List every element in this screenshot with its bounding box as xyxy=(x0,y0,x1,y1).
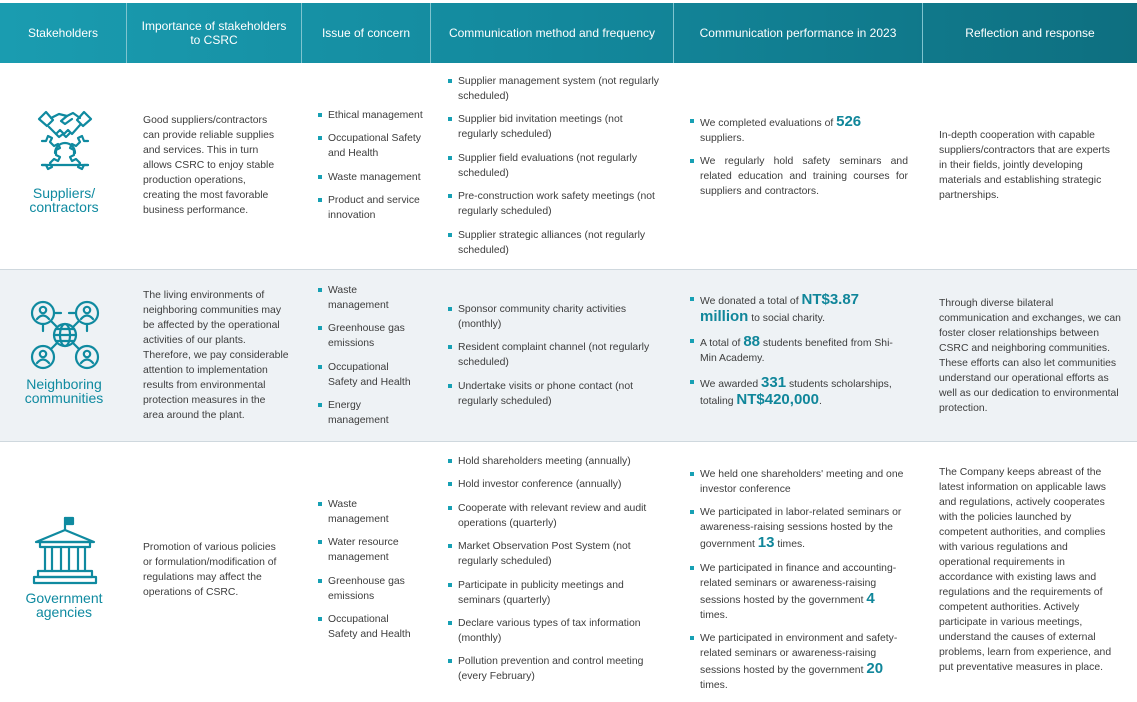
list-item: Waste management xyxy=(318,170,426,185)
list-item: Energy management xyxy=(318,398,414,428)
list-item: Greenhouse gas emissions xyxy=(318,574,414,604)
list-item: Supplier field evaluations (not regularly scheduled) xyxy=(448,151,662,181)
stakeholder-name: Neighboring communities xyxy=(24,376,104,406)
issue-list xyxy=(318,283,414,437)
header-performance: Communication performance in 2023 xyxy=(699,26,897,40)
header-importance: Importance of stakeholders to CSRC xyxy=(141,19,287,47)
list-item: Hold investor conference (annually) xyxy=(448,477,658,492)
list-item: Resident complaint channel (not regularly scheduled) xyxy=(448,340,658,370)
list-item: Declare various types of tax information (monthly) xyxy=(448,616,658,646)
reflection-text: Through diverse bilateral communication and exchanges, we can foster closer relationships between CSRC and neighboring communities. These efforts can also let communities understand our operational efforts as well as our dedication to environmental protection. xyxy=(939,298,1121,414)
list-item: Ethical management xyxy=(318,108,426,123)
list-item: Cooperate with relevant review and audit operations (quarterly) xyxy=(448,501,658,531)
community-network-icon xyxy=(30,300,100,370)
method-list xyxy=(448,454,658,693)
list-item: Occupational Safety and Health xyxy=(318,360,414,390)
performance-list xyxy=(690,114,908,208)
importance-text: Good suppliers/contractors can provide reliable supplies and services. This in turn allows CSRC to enjoy stable production operations, creating the most favorable business performance. xyxy=(143,115,275,216)
list-item: Waste management xyxy=(318,283,414,313)
list-item: Occupational Safety and Health xyxy=(318,131,426,161)
list-item: A total of 88 students benefited from Shi-Min Academy. xyxy=(690,334,908,366)
header-reflection: Reflection and response xyxy=(965,26,1095,40)
list-item: We participated in finance and accounting-related seminars or awareness-raising sessions hosted by the government 4 times. xyxy=(690,561,904,623)
list-item: Participate in publicity meetings and seminars (quarterly) xyxy=(448,578,658,608)
issue-list xyxy=(318,108,426,232)
list-item: We regularly hold safety seminars and related education and training courses for suppliers and contractors. xyxy=(690,154,908,199)
list-item: Hold shareholders meeting (annually) xyxy=(448,454,658,469)
list-item: Waste management xyxy=(318,497,414,527)
list-item: Greenhouse gas emissions xyxy=(318,321,414,351)
reflection-text: In-depth cooperation with capable suppliers/contractors that are experts in their fields, jointly developing materials and establishing strategic partnerships. xyxy=(939,130,1110,201)
performance-list xyxy=(690,292,908,417)
list-item: We held one shareholders' meeting and one investor conference xyxy=(690,467,904,497)
header-method: Communication method and frequency xyxy=(448,26,656,40)
list-item: Water resource management xyxy=(318,535,414,565)
list-item: Market Observation Post System (not regularly scheduled) xyxy=(448,539,658,569)
stakeholder-name: Suppliers/ contractors xyxy=(29,185,99,215)
list-item: Undertake visits or phone contact (not regularly scheduled) xyxy=(448,379,658,409)
header-stakeholders: Stakeholders xyxy=(27,26,99,40)
issue-list xyxy=(318,497,414,651)
government-building-icon xyxy=(32,516,98,586)
list-item: Supplier bid invitation meetings (not regularly scheduled) xyxy=(448,112,662,142)
list-item: Pollution prevention and control meeting (every February) xyxy=(448,654,658,684)
importance-text: The living environments of neighboring communities may be affected by the operational activities of our plants. Therefore, we pay considerable attention to implementation results from environmental protection measures in the area around the plant. xyxy=(143,290,289,421)
stakeholder-name: Government agencies xyxy=(25,590,103,620)
handshake-gear-icon xyxy=(36,107,94,179)
importance-text: Promotion of various policies or formulation/modification of regulations may affect the operations of CSRC. xyxy=(143,542,277,598)
list-item: We donated a total of NT$3.87 million to social charity. xyxy=(690,292,908,326)
list-item: Pre-construction work safety meetings (not regularly scheduled) xyxy=(448,189,662,219)
list-item: Occupational Safety and Health xyxy=(318,612,414,642)
list-item: We participated in environment and safety-related seminars or awareness-raising sessions hosted by the government 20 times. xyxy=(690,631,904,693)
header-issue: Issue of concern xyxy=(321,26,411,40)
list-item: Supplier strategic alliances (not regularly scheduled) xyxy=(448,228,662,258)
reflection-text: The Company keeps abreast of the latest information on applicable laws and regulations, actively cooperates with the policies launched by competent authorities, and complies with various regulations and operational requirements in accordance with existing laws and regulations and the requirements of competent authorities. Actively participate in various meetings, understand the causes of external problems, learn from experience, and put preventative measures in place. xyxy=(939,467,1112,673)
list-item: Sponsor community charity activities (monthly) xyxy=(448,302,658,332)
method-list xyxy=(448,74,662,266)
list-item: Supplier management system (not regularly scheduled) xyxy=(448,74,662,104)
list-item: We participated in labor-related seminars or awareness-raising sessions hosted by the government 13 times. xyxy=(690,505,904,552)
performance-list xyxy=(690,467,904,702)
list-item: We completed evaluations of 526 suppliers. xyxy=(690,114,908,146)
method-list xyxy=(448,302,658,417)
list-item: Product and service innovation xyxy=(318,193,426,223)
list-item: We awarded 331 students scholarships, totaling NT$420,000. xyxy=(690,375,908,409)
